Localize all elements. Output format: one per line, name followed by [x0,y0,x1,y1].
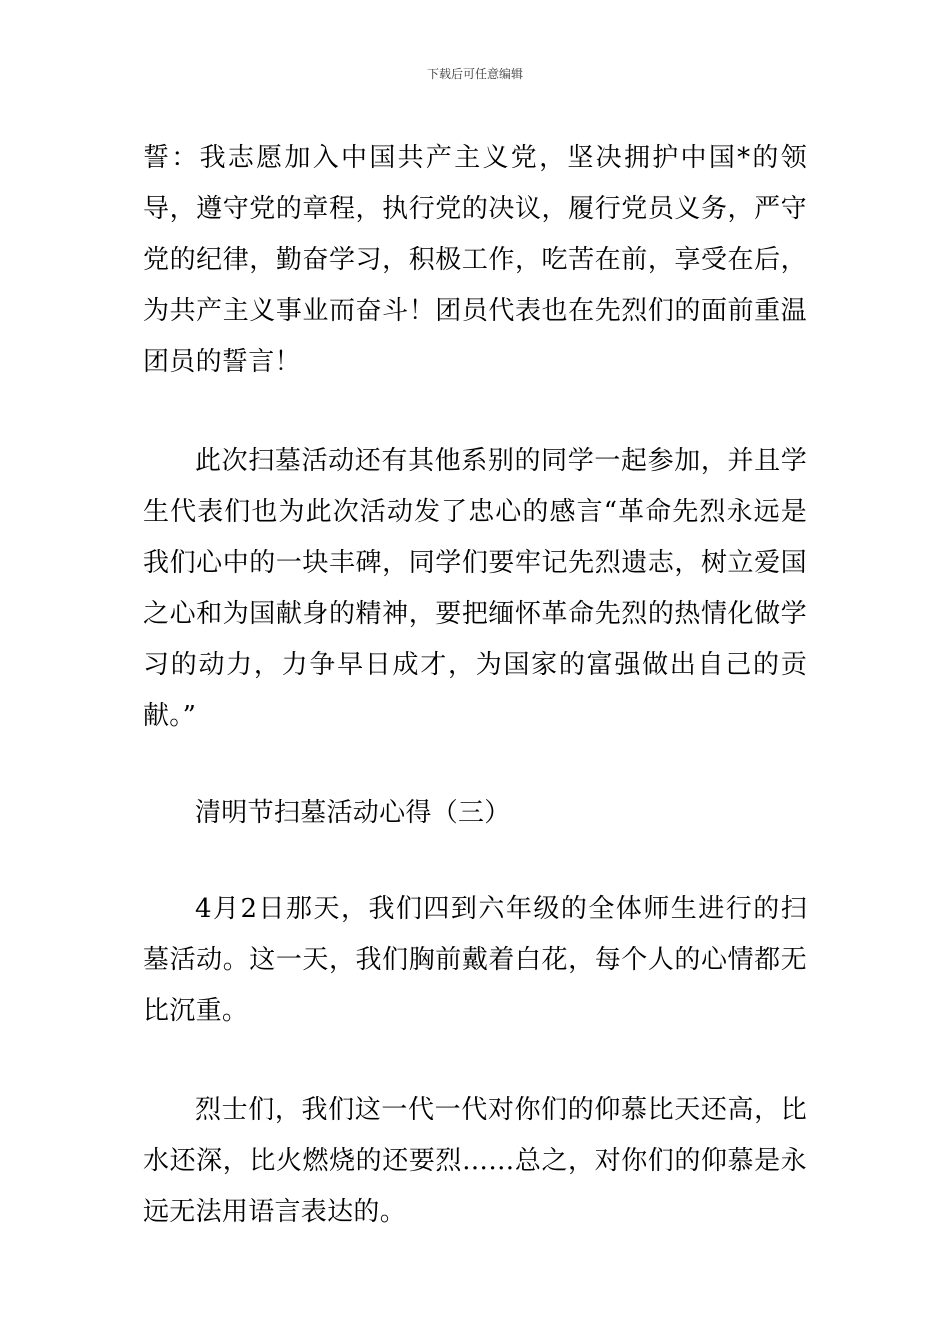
paragraph-gap [143,839,807,884]
document-body [143,133,807,1238]
paragraph-gap [143,742,807,788]
paragraph-gap [143,1037,807,1085]
paragraph-oath: 誓：我志愿加入中国共产主义党，坚决拥护中国*的领导，遵守党的章程，执行党的决议，履行党员义务，严守党的纪律，勤奋学习，积极工作，吃苦在前，享受在后，为共产主义事业而奋斗！团员代表也在先烈们的面前重温团员的誓言！ [143,143,807,377]
paragraph-student-speech: 此次扫墓活动还有其他系别的同学一起参加，并且学生代表们也为此次活动发了忠心的感言“革命先烈永远是我们心中的一块丰碑，同学们要牢记先烈遗志，树立爱国之心和为国献身的精神，要把缅怀革命先烈的热情化做学习的动力，力争早日成才，为国家的富强做出自己的贡献。” [143,446,807,731]
paragraph-martyrs: 烈士们，我们这一代一代对你们的仰慕比天还高，比水还深，比火燃烧的还要烈……总之，对你们的仰慕是永远无法用语言表达的。 [143,1095,807,1227]
paragraph-gap [143,388,807,436]
paragraph-april-second: 4月2日那天，我们四到六年级的全体师生进行的扫墓活动。这一天，我们胸前戴着白花，每个人的心情都无比沉重。 [143,894,807,1026]
section-heading: 清明节扫墓活动心得（三） [195,798,511,828]
page-header-note: 下载后可任意编辑 [426,67,523,81]
